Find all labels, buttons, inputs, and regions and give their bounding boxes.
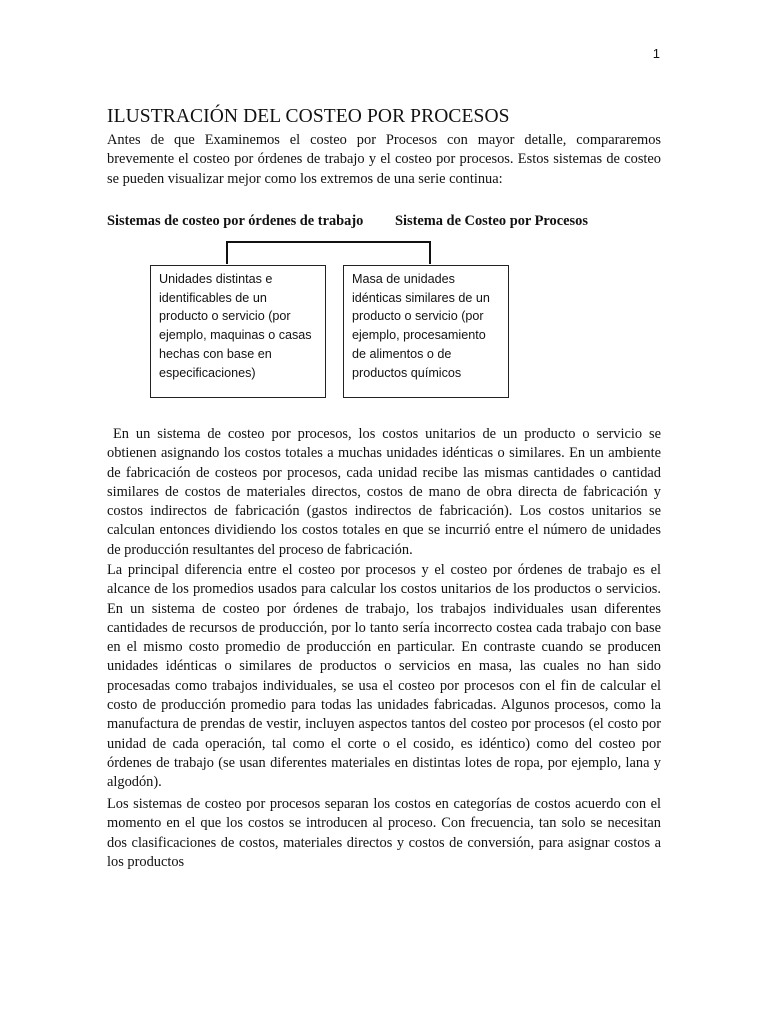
- diagram-right-label: Sistema de Costeo por Procesos: [395, 213, 588, 229]
- paragraph-3: Los sistemas de costeo por procesos separan los costos en categorías de costos acuerdo con el momento en el que los costos se introducen al proceso. Con frecuencia, tan solo se necesitan dos clasificaciones de costos, materiales directos y costos de conversión, para asignar costos a los productos: [107, 796, 661, 870]
- paragraph-2: La principal diferencia entre el costeo por procesos y el costeo por órdenes de trabajo es el alcance de los promedios usados para calcular los costos unitarios de los productos o servicios. En un sistema de costeo por órdenes de trabajo, los trabajos individuales usan diferentes cantidades de recursos de producción, por lo tanto sería incorrecto costea cada trabajo con base en el mismo costo promedio de producción en particular. En contraste cuando se producen unidades idénticas o similares de productos o servicios en masa, las cuales no han sido procesadas como trabajos individuales, se usa el costeo por procesos con el fin de calcular el costo de producción promedio para todas las unidades fabricadas. Algunos procesos, como la manufactura de prendas de vestir, incluyen aspectos tantos del costeo por procesos (el costo por unidad de cada operación, tal como el corte o el cosido, es idéntico) como del costeo por órdenes de trabajo (se usan diferentes materiales en distintas lotes de ropa, por ejemplo, lana y algodón).: [107, 562, 661, 791]
- page-number: 1: [652, 46, 660, 61]
- paragraph-1: En un sistema de costeo por procesos, los costos unitarios de un producto o servicio se obtienen asignando los costos totales a muchas unidades idénticas o similares. En un ambiente de fabricación de costeos por procesos, cada unidad recibe las mismas cantidades o cantidad similares de costos de materiales directos, costos de mano de obra directa de fabricación y costos indirectos de fabricación (gastos indirectos de fabricación). Los costos unitarios se calculan entonces dividiendo los costos totales en que se incurrió entre el número de unidades de producción resultantes del proceso de fabricación.: [107, 426, 661, 558]
- process-costing-box: Masa de unidades idénticas similares de un producto o servicio (por ejemplo, procesamiento de alimentos o de productos químicos: [343, 265, 509, 398]
- job-order-box: Unidades distintas e identificables de un producto o servicio (por ejemplo, maquinas o casas hechas con base en especificaciones): [150, 265, 326, 398]
- intro-paragraph: Antes de que Examinemos el costeo por Procesos con mayor detalle, compararemos brevemente el costeo por órdenes de trabajo y el costeo por procesos. Estos sistemas de costeo se pueden visualizar mejor como los extremos de una serie continua:: [107, 132, 661, 187]
- diagram-connector: [226, 241, 431, 264]
- diagram-left-label: Sistemas de costeo por órdenes de trabajo: [107, 213, 364, 229]
- page-title: ILUSTRACIÓN DEL COSTEO POR PROCESOS: [107, 106, 510, 127]
